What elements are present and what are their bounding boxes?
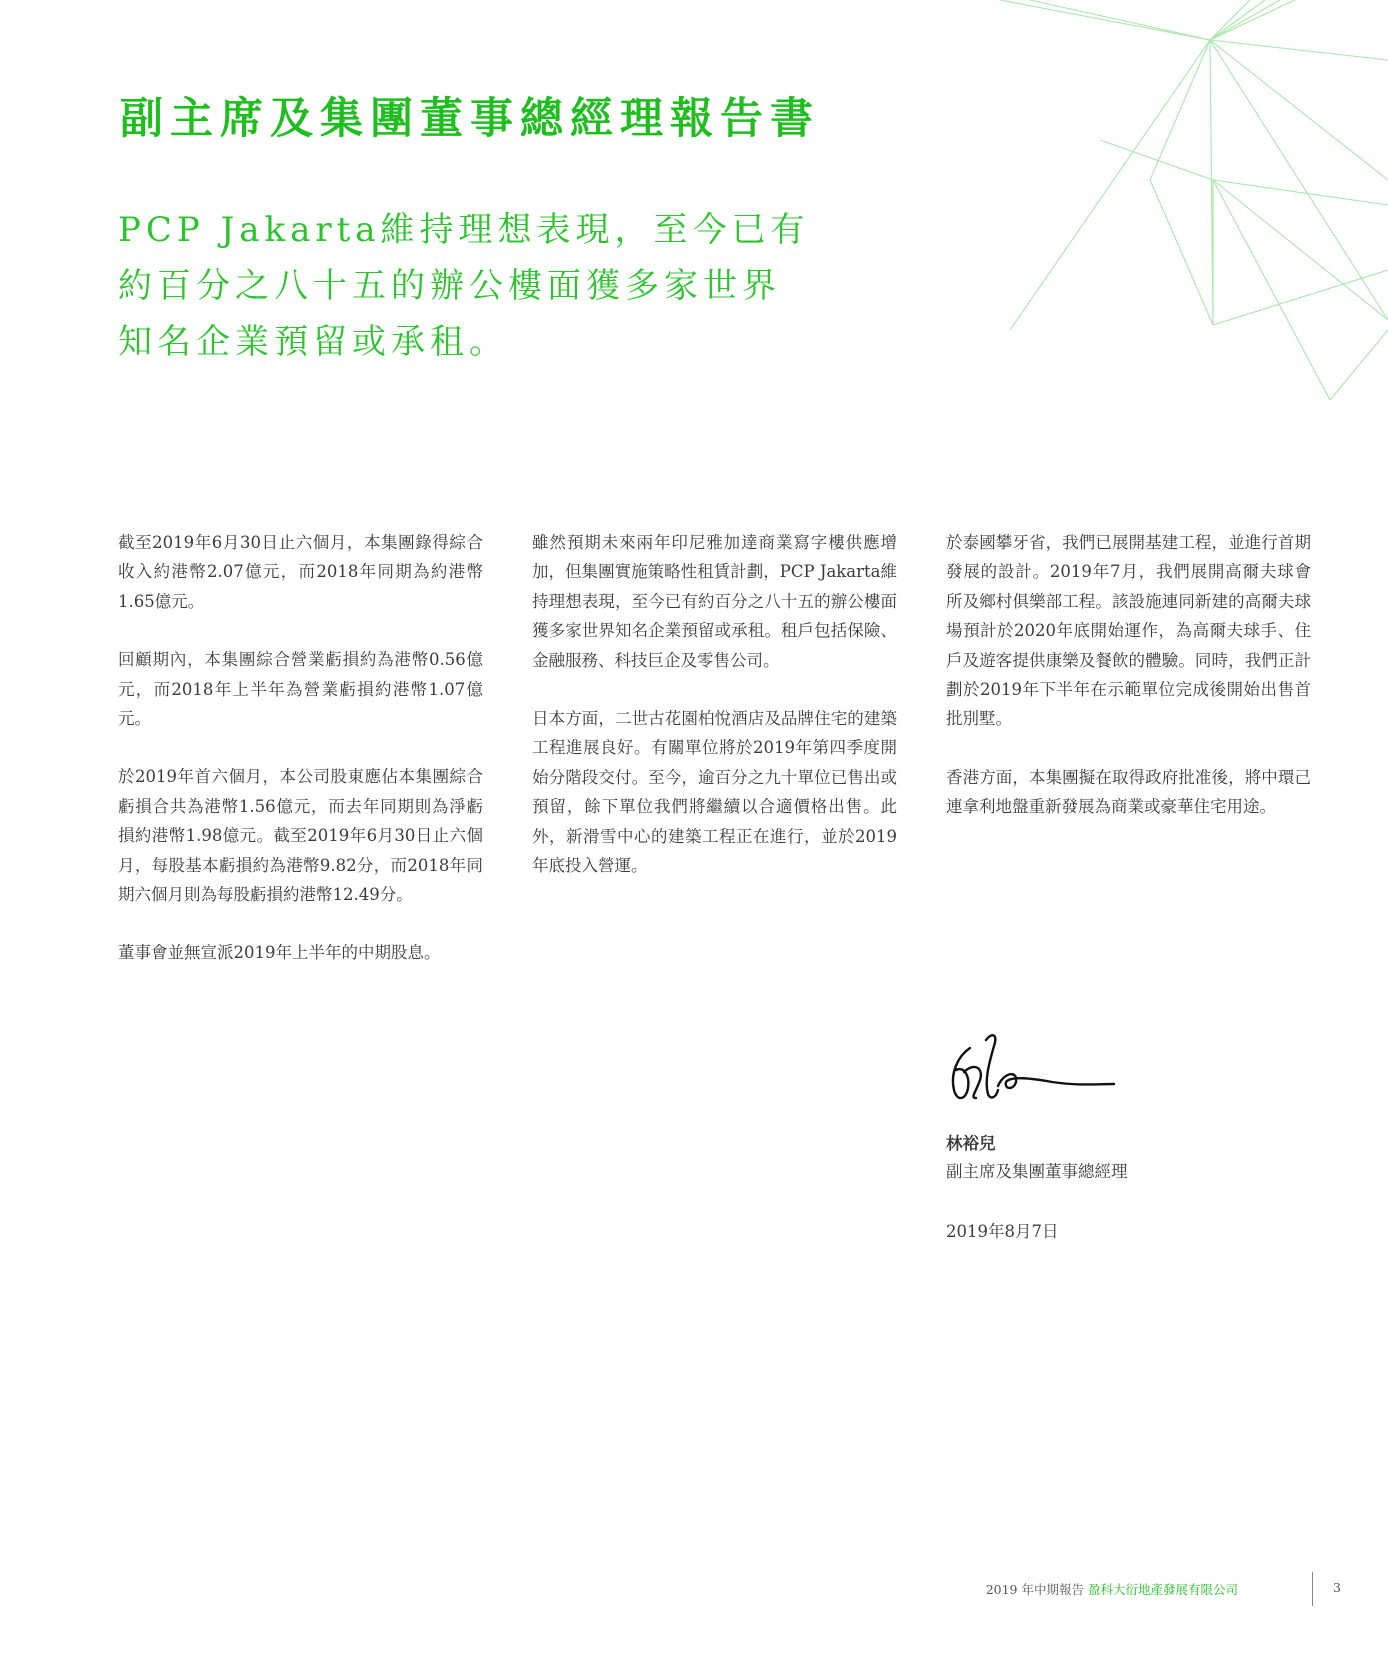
geometric-line-decoration	[1000, 0, 1388, 400]
paragraph: 雖然預期未來兩年印尼雅加達商業寫字樓供應增加，但集團實施策略性租賃計劃，PCP Jakarta維持理想表現，至今已有約百分之八十五的辦公樓面獲多家世界知名企業預留或承租。租戶包括保險、金融服務、科技巨企及零售公司。	[532, 533, 897, 670]
paragraph: 截至2019年6月30日止六個月，本集團錄得綜合收入約港幣2.07億元，而2018年同期為約港幣1.65億元。	[118, 533, 483, 611]
sign-date: 2019年8月7日	[946, 1222, 1059, 1241]
page-number: 3	[1333, 1580, 1341, 1595]
paragraph: 香港方面，本集團擬在取得政府批准後，將中環己連拿利地盤重新發展為商業或豪華住宅用途。	[946, 767, 1311, 817]
text-column-2	[532, 528, 897, 909]
paragraph: 回顧期內，本集團綜合營業虧損約為港幣0.56億元，而2018年上半年為營業虧損約港幣1.07億元。	[118, 650, 483, 729]
text-column-3	[946, 528, 1311, 851]
text-column-1	[118, 528, 483, 997]
handwritten-signature	[940, 1028, 1120, 1128]
highlight-quote	[118, 202, 938, 370]
footer-report-label: 2019 年中期報告	[985, 1582, 1084, 1597]
footer-divider	[1312, 1572, 1313, 1606]
signer-position: 副主席及集團董事總經理	[946, 1162, 1128, 1181]
paragraph: 董事會並無宣派2019年上半年的中期股息。	[118, 943, 441, 963]
signer-block	[946, 1130, 1128, 1186]
footer	[986, 1580, 1238, 1598]
signer-name: 林裕兒	[946, 1134, 996, 1153]
page-title: 副主席及集團董事總經理報告書	[120, 94, 820, 144]
footer-company-name: 盈科大衍地產發展有限公司	[1087, 1582, 1238, 1597]
highlight-line-2: 約百分之八十五的辦公樓面獲多家世界	[118, 266, 781, 306]
highlight-line-3: 知名企業預留或承租。	[118, 322, 508, 362]
paragraph: 於2019年首六個月，本公司股東應佔本集團綜合虧損合共為港幣1.56億元，而去年同期則為淨虧損約港幣1.98億元。截至2019年6月30日止六個月，每股基本虧損約為港幣9.82分，而2018年同期六個月則為每股虧損約港幣12.49分。	[118, 767, 483, 905]
paragraph: 於泰國攀牙省，我們已展開基建工程，並進行首期發展的設計。2019年7月，我們展開高爾夫球會所及鄉村俱樂部工程。該設施連同新建的高爾夫球場預計於2020年底開始運作，為高爾夫球手、住戶及遊客提供康樂及餐飲的體驗。同時，我們正計劃於2019年下半年在示範單位完成後開始出售首批別墅。	[946, 533, 1311, 729]
highlight-line-1: PCP Jakarta維持理想表現，至今已有	[118, 210, 810, 250]
paragraph: 日本方面，二世古花園柏悅酒店及品牌住宅的建築工程進展良好。有關單位將於2019年第四季度開始分階段交付。至今，逾百分之九十單位已售出或預留，餘下單位我們將繼續以合適價格出售。此外，新滑雪中心的建築工程正在進行，並於2019年底投入營運。	[532, 709, 897, 876]
